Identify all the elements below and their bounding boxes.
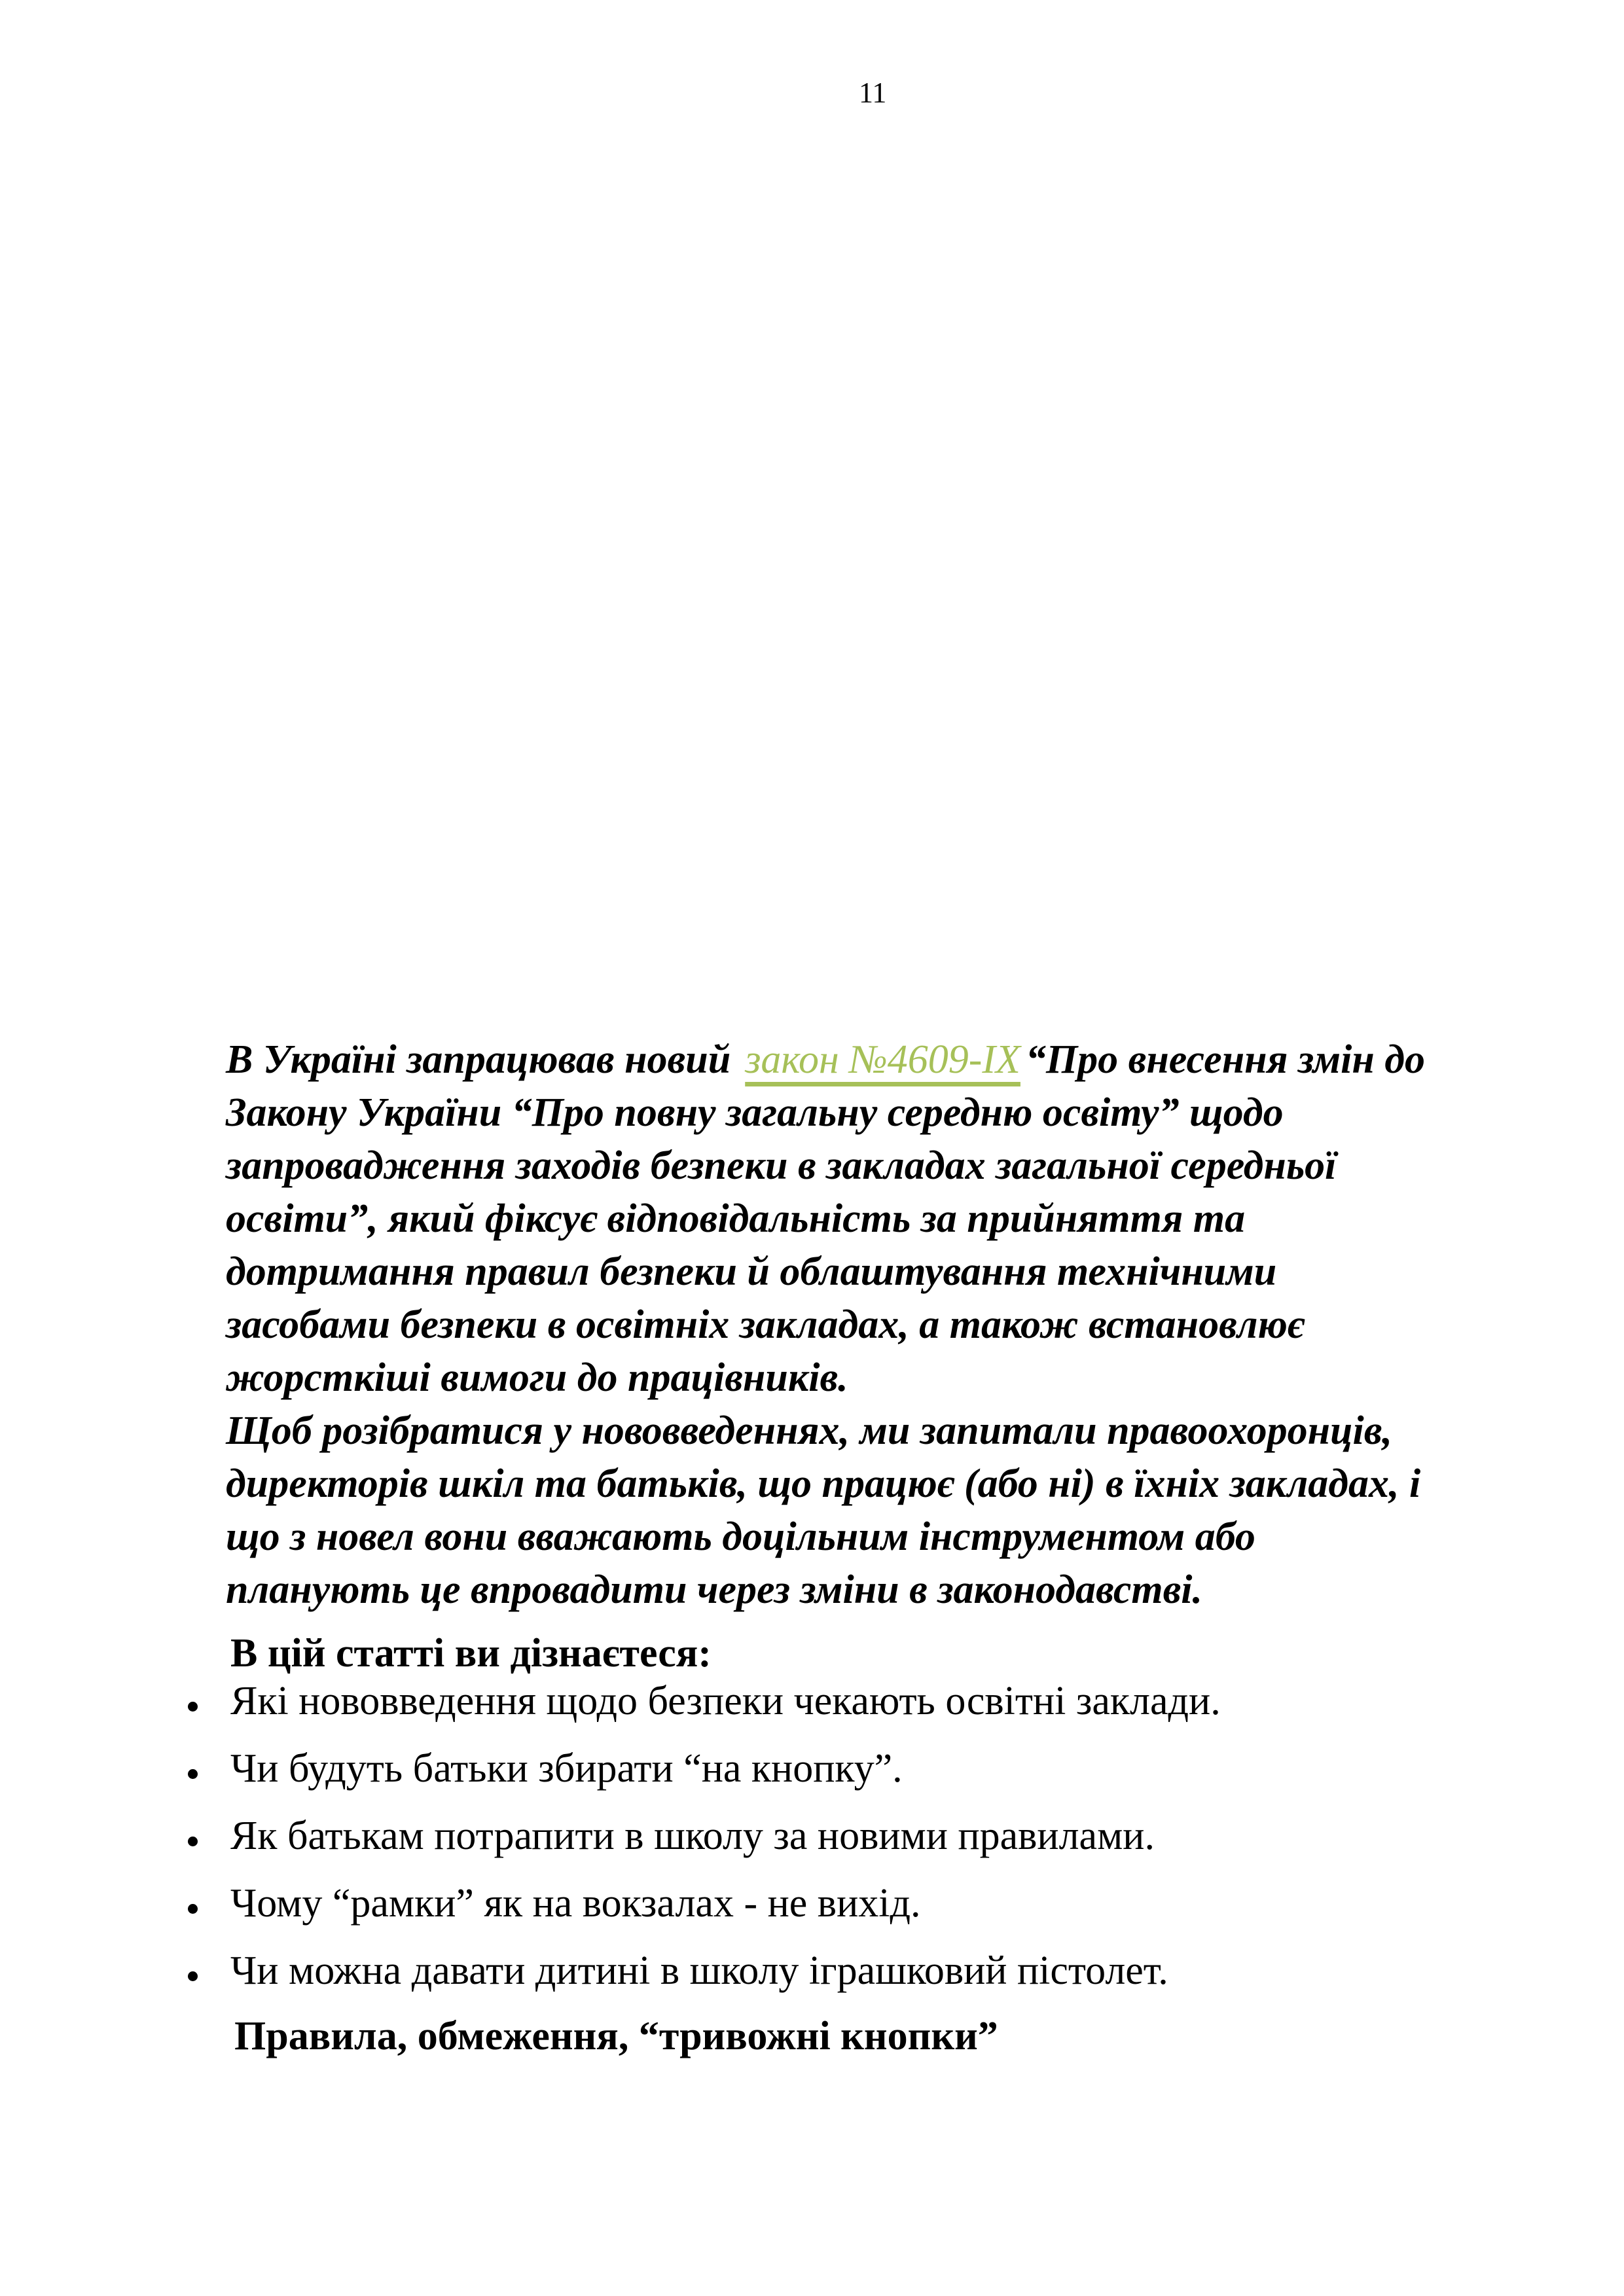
intro-line1-pre: В Україні запрацював новий [226,1037,731,1082]
bullet-icon [188,1904,198,1914]
intro-line: освіти”, який фіксує відповідальність за прийняття та [226,1196,1246,1241]
intro-line: директорів шкіл та батьків, що працює (або ні) в їхніх закладах, і [226,1462,1421,1506]
list-item [188,1678,1221,1724]
article-contents-list [188,1678,1221,2015]
list-item [188,1880,1221,1926]
intro-line: планують це впровадити через зміни в законодавстві. [226,1568,1203,1612]
intro-line: Щоб розібратися у нововведеннях, ми запитали правоохоронців, [226,1408,1392,1453]
list-item [188,1813,1221,1859]
rules-section-heading: Правила, обмеження, “тривожні кнопки” [234,2014,998,2058]
list-item-text: Чи будуть батьки збирати “на кнопку”. [230,1746,903,1791]
intro-line [226,1033,1425,1086]
bullet-icon [188,1702,198,1712]
intro-paragraph [226,1033,1425,1617]
list-item-text: Чому “рамки” як на вокзалах - не вихід. [230,1881,921,1926]
law-link[interactable]: закон №4609-IX [745,1037,1020,1082]
intro-line: Закону України “Про повну загальну середню освіту” щодо [226,1090,1284,1135]
list-item-text: Як батькам потрапити в школу за новими правилами. [230,1814,1155,1858]
intro-line: що з новел вони вважають доцільним інструментом або [226,1515,1255,1559]
bullet-icon [188,1971,198,1981]
article-contents-heading: В цій статті ви дізнаєтеся: [230,1631,712,1676]
list-item-text: Які нововведення щодо безпеки чекають освітні заклади. [230,1679,1221,1723]
bullet-icon [188,1837,198,1846]
list-item [188,1746,1221,1791]
intro-line: жорсткіші вимоги до працівників. [226,1355,848,1400]
intro-line: запровадження заходів безпеки в закладах загальної середньої [226,1143,1337,1188]
intro-line1-post: “Про внесення змін до [1025,1037,1426,1082]
intro-line: дотримання правил безпеки й облаштування технічними [226,1249,1277,1294]
bullet-icon [188,1769,198,1779]
list-item-text: Чи можна давати дитині в школу іграшковий пістолет. [230,1948,1168,1993]
intro-line: засобами безпеки в освітніх закладах, а також встановлює [226,1302,1305,1347]
page-number: 11 [859,77,887,109]
list-item [188,1948,1221,1994]
